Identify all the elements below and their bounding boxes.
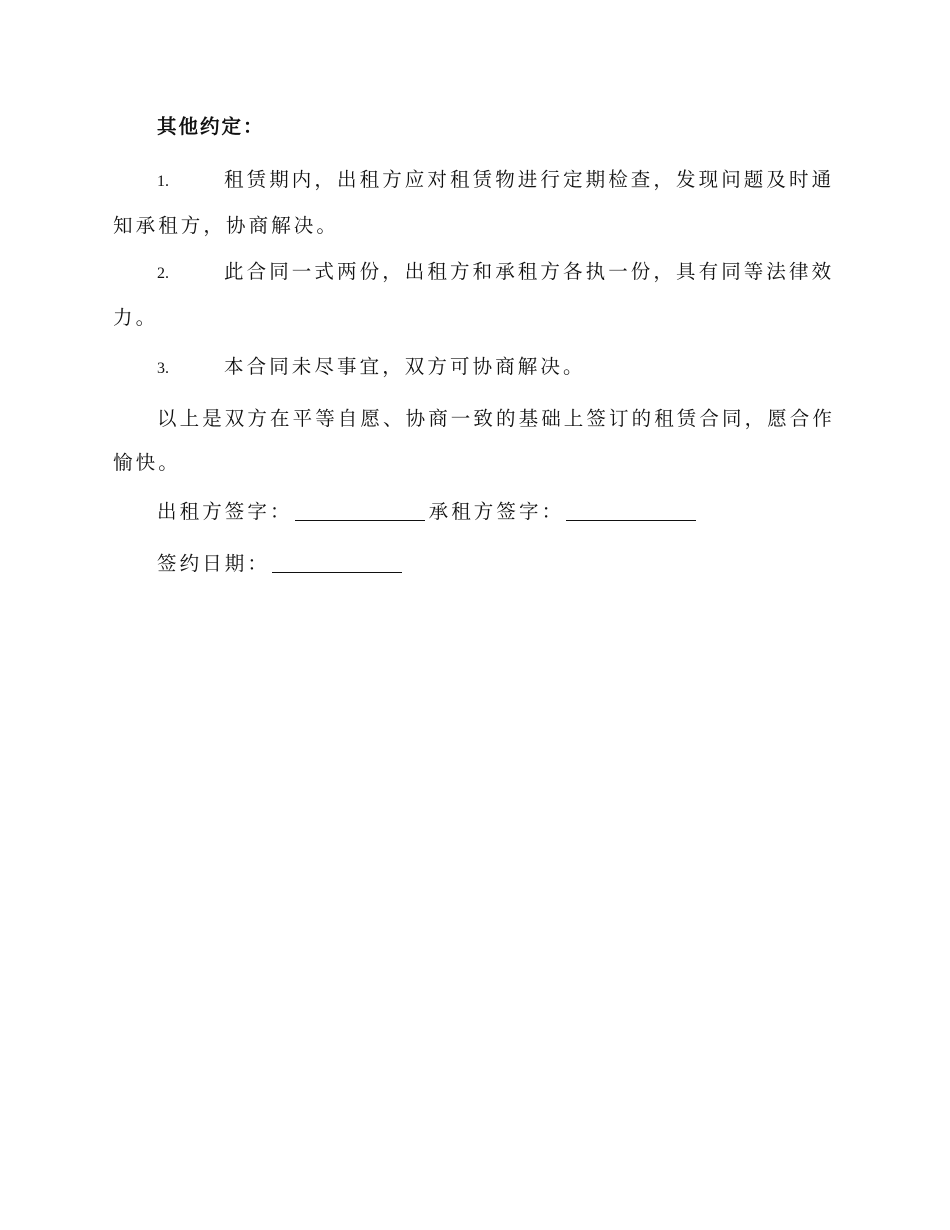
item-text: 租赁期内，出租方应对租赁物进行定期检查，发现问题及时通知承租方，协商解决。 — [113, 168, 835, 237]
signature-line — [157, 490, 700, 534]
item-text: 此合同一式两份，出租方和承租方各执一份，具有同等法律效力。 — [113, 260, 835, 329]
closing-paragraph — [113, 397, 835, 485]
list-item-3 — [113, 345, 835, 391]
lessee-signature-label: 承租方签字： — [428, 500, 565, 523]
list-item-1 — [113, 158, 835, 248]
date-line — [157, 542, 406, 586]
section-heading: 其他约定： — [157, 115, 265, 138]
item-text: 本合同未尽事宜，双方可协商解决。 — [224, 355, 586, 378]
item-number: 3. — [157, 360, 169, 377]
date-label: 签约日期： — [157, 552, 271, 575]
date-field[interactable] — [272, 550, 402, 573]
item-number: 1. — [157, 173, 169, 190]
item-number: 2. — [157, 265, 169, 282]
lessor-signature-label: 出租方签字： — [157, 500, 293, 523]
closing-text: 以上是双方在平等自愿、协商一致的基础上签订的租赁合同，愿合作愉快。 — [113, 407, 836, 474]
lessor-signature-field[interactable] — [295, 498, 425, 521]
list-item-2 — [113, 250, 835, 340]
lessee-signature-field[interactable] — [566, 498, 696, 521]
